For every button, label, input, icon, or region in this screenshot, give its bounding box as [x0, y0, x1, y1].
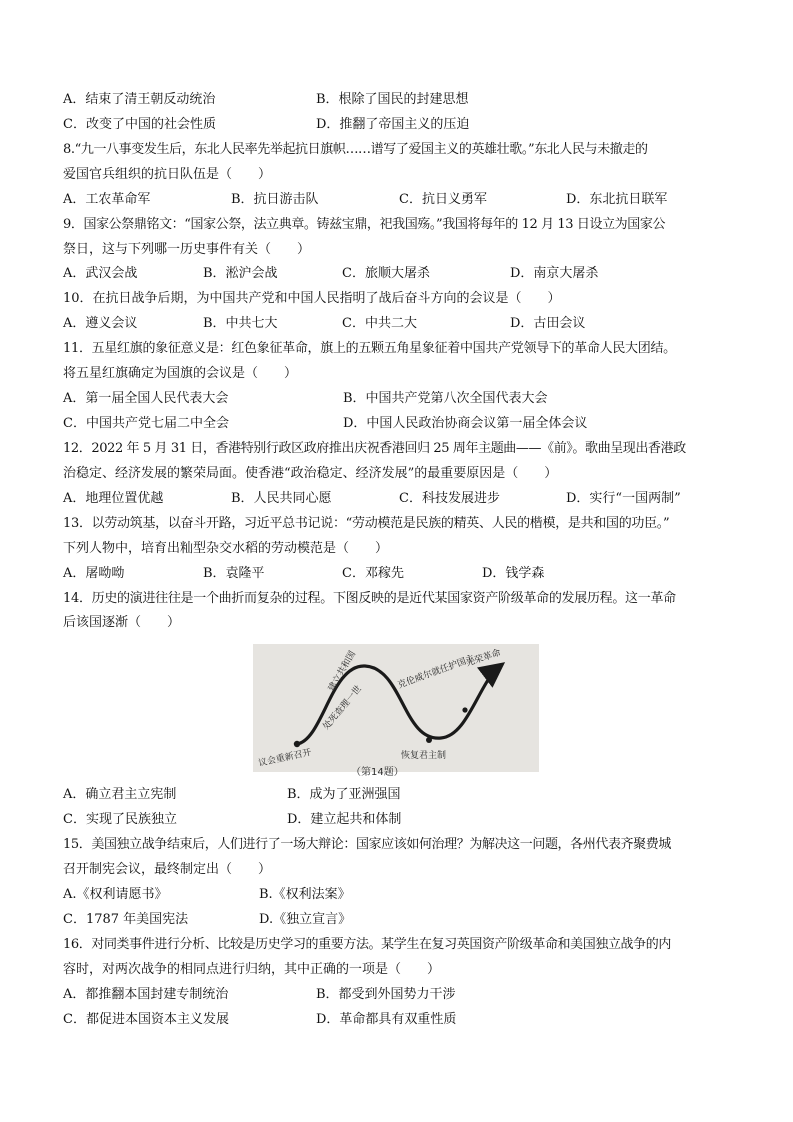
q9-option-a: A．武汉会战 [63, 266, 138, 281]
fig-label-republic: 建立共和国 [326, 649, 359, 694]
q14-option-d: D．建立起共和体制 [287, 812, 402, 827]
fig-caption: （第14题） [351, 767, 404, 778]
q16-stem-line-2: 容时，对两次战争的相同点进行归纳，其中正确的一项是（ ） [63, 962, 441, 977]
q10-option-b: B．中共七大 [203, 316, 278, 331]
q8-stem-line-1: 8.“九一八事变发生后，东北人民率先举起抗日旗帜……谱写了爱国主义的英雄壮歌。”东北人民与未撤走的 [63, 142, 648, 157]
q16-option-a: A．都推翻本国封建专制统治 [63, 987, 229, 1002]
q10-options [63, 316, 743, 332]
q7-option-c: C．改变了中国的社会性质 [63, 117, 216, 132]
q13-option-b: B．袁隆平 [203, 566, 265, 581]
q11-option-c: C．中国共产党七届二中全会 [63, 416, 229, 431]
q15-option-c: C．1787 年美国宪法 [63, 912, 189, 927]
q10-option-a: A．遵义会议 [63, 316, 138, 331]
q10-stem-line-1: 10．在抗日战争后期，为中国共产党和中国人民指明了战后奋斗方向的会议是（ ） [63, 291, 561, 306]
q11-option-b: B．中国共产党第八次全国代表大会 [343, 391, 548, 406]
q10-option-d: D．古田会议 [510, 316, 586, 331]
q13-option-a: A．屠呦呦 [63, 566, 125, 581]
q15-stem-line-2: 召开制宪会议，最终制定出（ ） [63, 862, 272, 877]
q7-option-b: B．根除了国民的封建思想 [316, 92, 469, 107]
q14-option-row-1 [63, 787, 743, 803]
q15-option-a: A.《权利请愿书》 [63, 887, 168, 902]
q16-option-b: B．都受到外国势力干涉 [316, 987, 456, 1002]
q7-option-row-2 [63, 117, 743, 133]
q14-option-c: C．实现了民族独立 [63, 812, 177, 827]
q11-option-a: A．第一届全国人民代表大会 [63, 391, 229, 406]
q12-option-b: B．人民共同心愿 [231, 491, 332, 506]
q15-option-row-2 [63, 912, 743, 928]
q9-option-b: B．淞沪会战 [203, 266, 278, 281]
q14-option-b: B．成为了亚洲强国 [287, 787, 401, 802]
q9-options [63, 266, 743, 282]
q9-stem-line-2: 祭日，这与下列哪一历史事件有关（ ） [63, 242, 311, 257]
q11-stem-line-1: 11．五星红旗的象征意义是：红色象征革命，旗上的五颗五角星象征着中国共产党领导下的革命人民大团结。 [63, 341, 676, 356]
q8-option-a: A．工农革命军 [63, 192, 151, 207]
q11-option-d: D．中国人民政治协商会议第一届全体会议 [343, 416, 588, 431]
q13-stem-line-1: 13．以劳动筑基，以奋斗开路，习近平总书记说：“劳动模范是民族的精英、人民的楷模，是共和国的功臣。” [63, 516, 670, 531]
q14-stem-line-1: 14．历史的演进往往是一个曲折而复杂的过程。下图反映的是近代某国家资产阶级革命的发展历程。这一革命 [63, 591, 676, 606]
q8-options [63, 192, 743, 208]
q16-stem-line-1: 16．对同类事件进行分析、比较是历史学习的重要方法。某学生在复习英国资产阶级革命和美国独立战争的内 [63, 937, 671, 952]
q8-stem-line-2: 爱国官兵组织的抗日队伍是（ ） [63, 167, 272, 182]
q12-option-c: C．科技发展进步 [399, 491, 500, 506]
q16-option-row-1 [63, 987, 743, 1003]
q11-option-row-2 [63, 416, 743, 432]
q13-stem-line-2: 下列人物中，培育出籼型杂交水稻的劳动模范是（ ） [63, 541, 389, 556]
q10-option-c: C．中共二大 [342, 316, 417, 331]
q7-option-d: D．推翻了帝国主义的压迫 [316, 117, 470, 132]
q8-option-c: C．抗日义勇军 [399, 192, 487, 207]
q12-option-a: A．地理位置优越 [63, 491, 164, 506]
q14-revolution-curve-figure [253, 644, 539, 778]
q16-option-d: D．革命都具有双重性质 [316, 1012, 457, 1027]
revolution-path-curve [297, 666, 500, 744]
q8-option-d: D．东北抗日联军 [566, 192, 668, 207]
curve-point-end [462, 707, 467, 712]
q7-option-row-1 [63, 92, 743, 108]
q14-option-a: A．确立君主立宪制 [63, 787, 177, 802]
q8-option-b: B．抗日游击队 [231, 192, 319, 207]
q15-option-d: D.《独立宣言》 [259, 912, 352, 927]
q9-option-c: C．旅顺大屠杀 [342, 266, 430, 281]
curve-point-start [294, 741, 300, 747]
q15-option-row-1 [63, 887, 743, 903]
q15-option-b: B.《权利法案》 [259, 887, 351, 902]
q16-option-c: C．都促进本国资本主义发展 [63, 1012, 229, 1027]
fig-label-cromwell: 克伦威尔就任护国主 [396, 653, 477, 691]
fig-label-execution: 处死查理一世 [321, 684, 365, 732]
q14-option-row-2 [63, 812, 743, 828]
fig-label-restoration: 恢复君主制 [401, 751, 447, 761]
q12-options [63, 491, 743, 507]
q13-option-c: C．邓稼先 [342, 566, 404, 581]
q12-stem-line-1: 12．2022 年 5 月 31 日，香港特别行政区政府推出庆祝香港回归 25 周年主题曲——《前》。歌曲呈现出香港政 [63, 441, 686, 456]
q15-stem-line-1: 15．美国独立战争结束后，人们进行了一场大辩论：国家应该如何治理？为解决这一问题，各州代表齐聚费城 [63, 837, 671, 852]
q11-option-row-1 [63, 391, 743, 407]
q12-stem-line-2: 治稳定、经济发展的繁荣局面。使香港“政治稳定、经济发展”的最重要原因是（ ） [63, 466, 558, 481]
q12-option-d: D．实行“一国两制” [566, 491, 681, 506]
q7-option-a: A．结束了清王朝反动统治 [63, 92, 216, 107]
curve-point-trough [426, 737, 432, 743]
q13-options [63, 566, 743, 582]
q14-stem-line-2: 后该国逐渐（ ） [63, 615, 181, 630]
q16-option-row-2 [63, 1012, 743, 1028]
q9-option-d: D．南京大屠杀 [510, 266, 599, 281]
q11-stem-line-2: 将五星红旗确定为国旗的会议是（ ） [63, 366, 298, 381]
q9-stem-line-1: 9．国家公祭鼎铭文：“国家公祭，法立典章。铸兹宝鼎，祀我国殇。”我国将每年的 12 月 13 日设立为国家公 [63, 217, 666, 232]
q13-option-d: D．钱学森 [482, 566, 545, 581]
fig-label-glorious-revolution: 光荣革命 [464, 648, 503, 669]
fig-label-parliament: 议会重新召开 [257, 747, 313, 769]
